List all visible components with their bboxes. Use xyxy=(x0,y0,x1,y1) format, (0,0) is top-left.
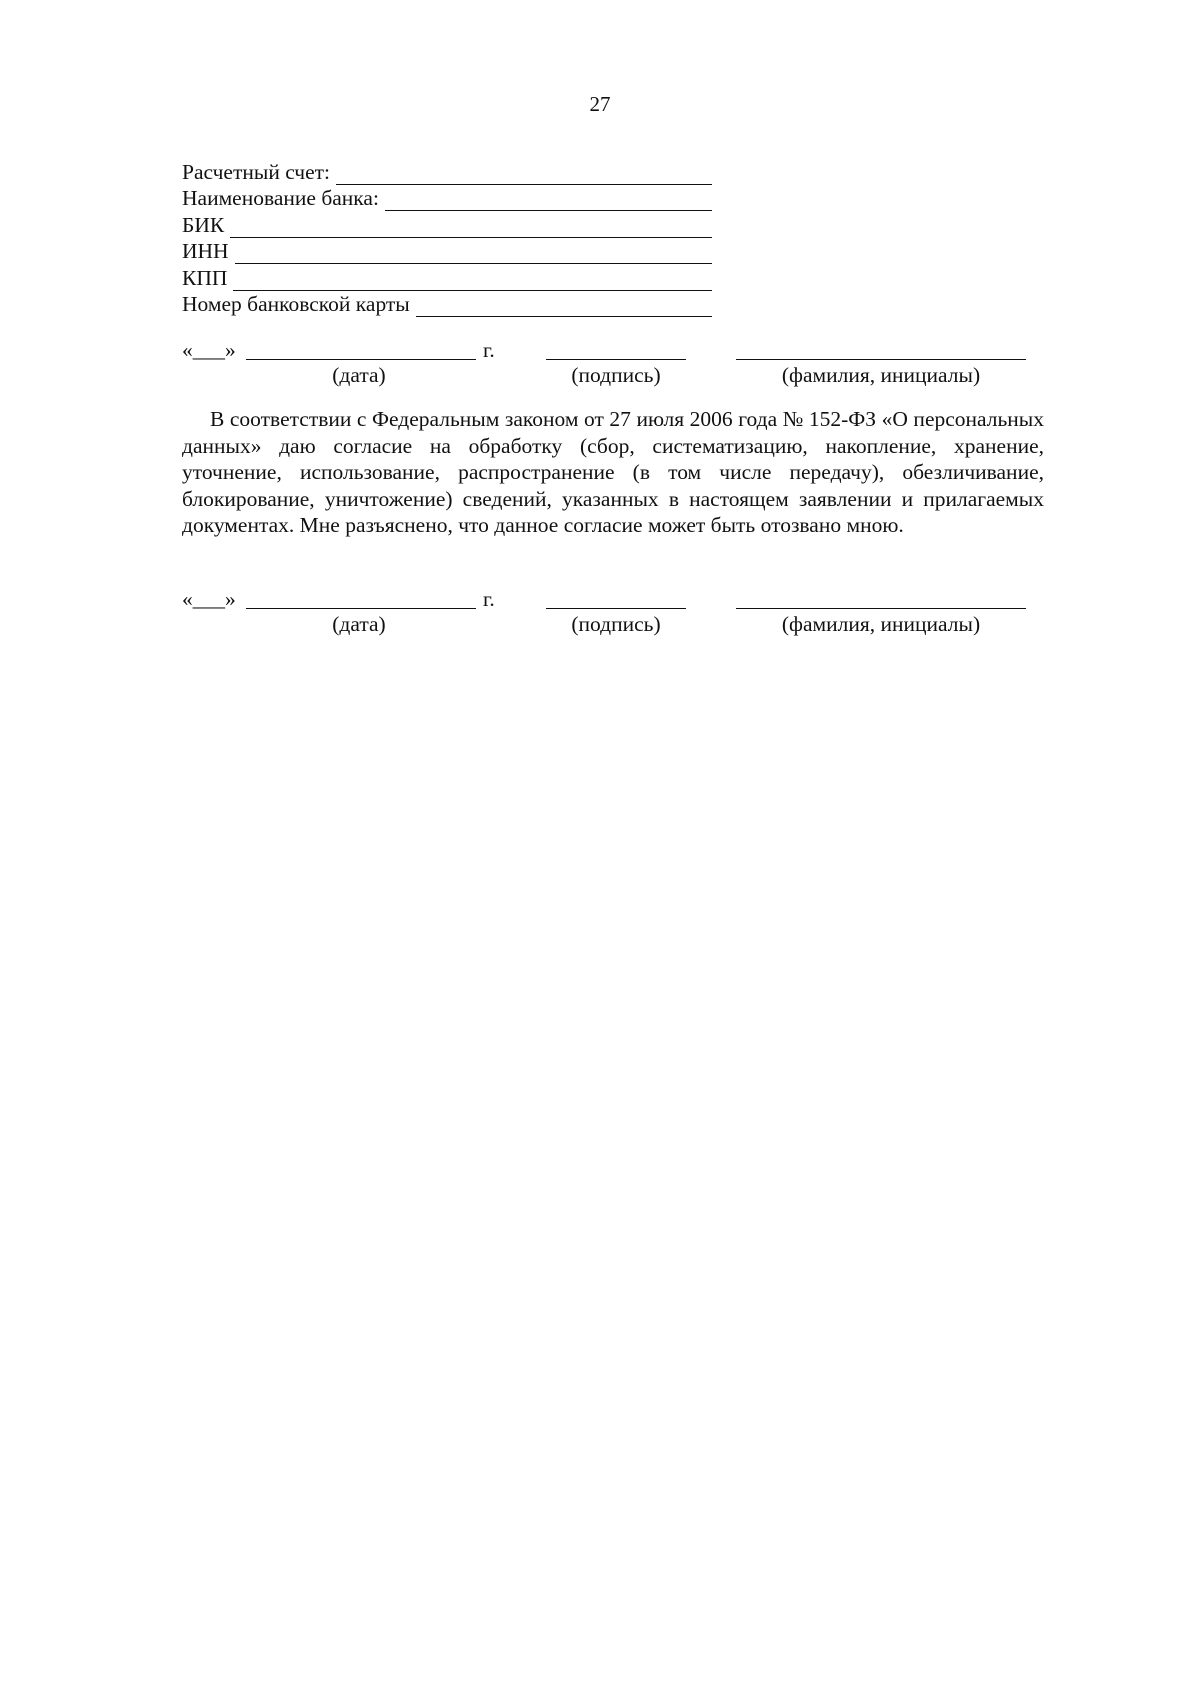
full-name-blank[interactable] xyxy=(736,608,1026,609)
year-suffix: г. xyxy=(483,338,495,362)
signature-block-2 xyxy=(182,587,1022,643)
date-blank[interactable] xyxy=(246,359,476,360)
inn-blank[interactable] xyxy=(235,242,712,264)
field-inn xyxy=(182,238,712,265)
field-bik xyxy=(182,211,712,238)
bik-blank[interactable] xyxy=(230,216,712,238)
page-number: 27 xyxy=(589,92,611,116)
year-suffix: г. xyxy=(483,587,495,611)
date-caption: (дата) xyxy=(332,612,386,636)
bank-card-number-blank[interactable] xyxy=(416,295,712,317)
field-label: Номер банковской карты xyxy=(182,292,410,316)
field-bank-name xyxy=(182,185,712,212)
signature-block-1 xyxy=(182,338,1022,394)
date-blank[interactable] xyxy=(246,608,476,609)
field-bank-card-number xyxy=(182,291,712,318)
field-label: ИНН xyxy=(182,239,229,263)
kpp-blank[interactable] xyxy=(233,269,712,291)
signature-caption: (подпись) xyxy=(571,363,661,387)
field-settlement-account xyxy=(182,158,712,185)
signature-blank[interactable] xyxy=(546,359,686,360)
full-name-caption: (фамилия, инициалы) xyxy=(781,612,981,636)
field-label: КПП xyxy=(182,265,228,290)
full-name-blank[interactable] xyxy=(736,359,1026,360)
personal-data-consent-text: В соответствии с Федеральным законом от 27 июля 2006 года № 152-ФЗ «О персональных данных» даю согласие на обработку (сбор, систематизацию, накопление, хранение, уточнение, использование, распространение (в том числе передачу), обезличивание, блокирование, уничтожение) сведений, указанных в настоящем заявлении и прилагаемых документах. Мне разъяснено, что данное согласие может быть отозвано мною. xyxy=(182,407,1044,537)
bank-name-blank[interactable] xyxy=(385,189,712,211)
full-name-caption: (фамилия, инициалы) xyxy=(781,363,981,387)
field-label: БИК xyxy=(182,212,225,237)
settlement-account-blank[interactable] xyxy=(336,163,712,185)
date-caption: (дата) xyxy=(332,363,386,387)
field-label: Наименование банка: xyxy=(182,186,379,210)
date-day-quote: «___» xyxy=(182,338,236,362)
field-label: Расчетный счет: xyxy=(182,159,331,184)
signature-caption: (подпись) xyxy=(571,612,661,636)
bank-details-form xyxy=(182,158,712,317)
date-day-quote: «___» xyxy=(182,587,236,611)
signature-blank[interactable] xyxy=(546,608,686,609)
field-kpp xyxy=(182,264,712,291)
